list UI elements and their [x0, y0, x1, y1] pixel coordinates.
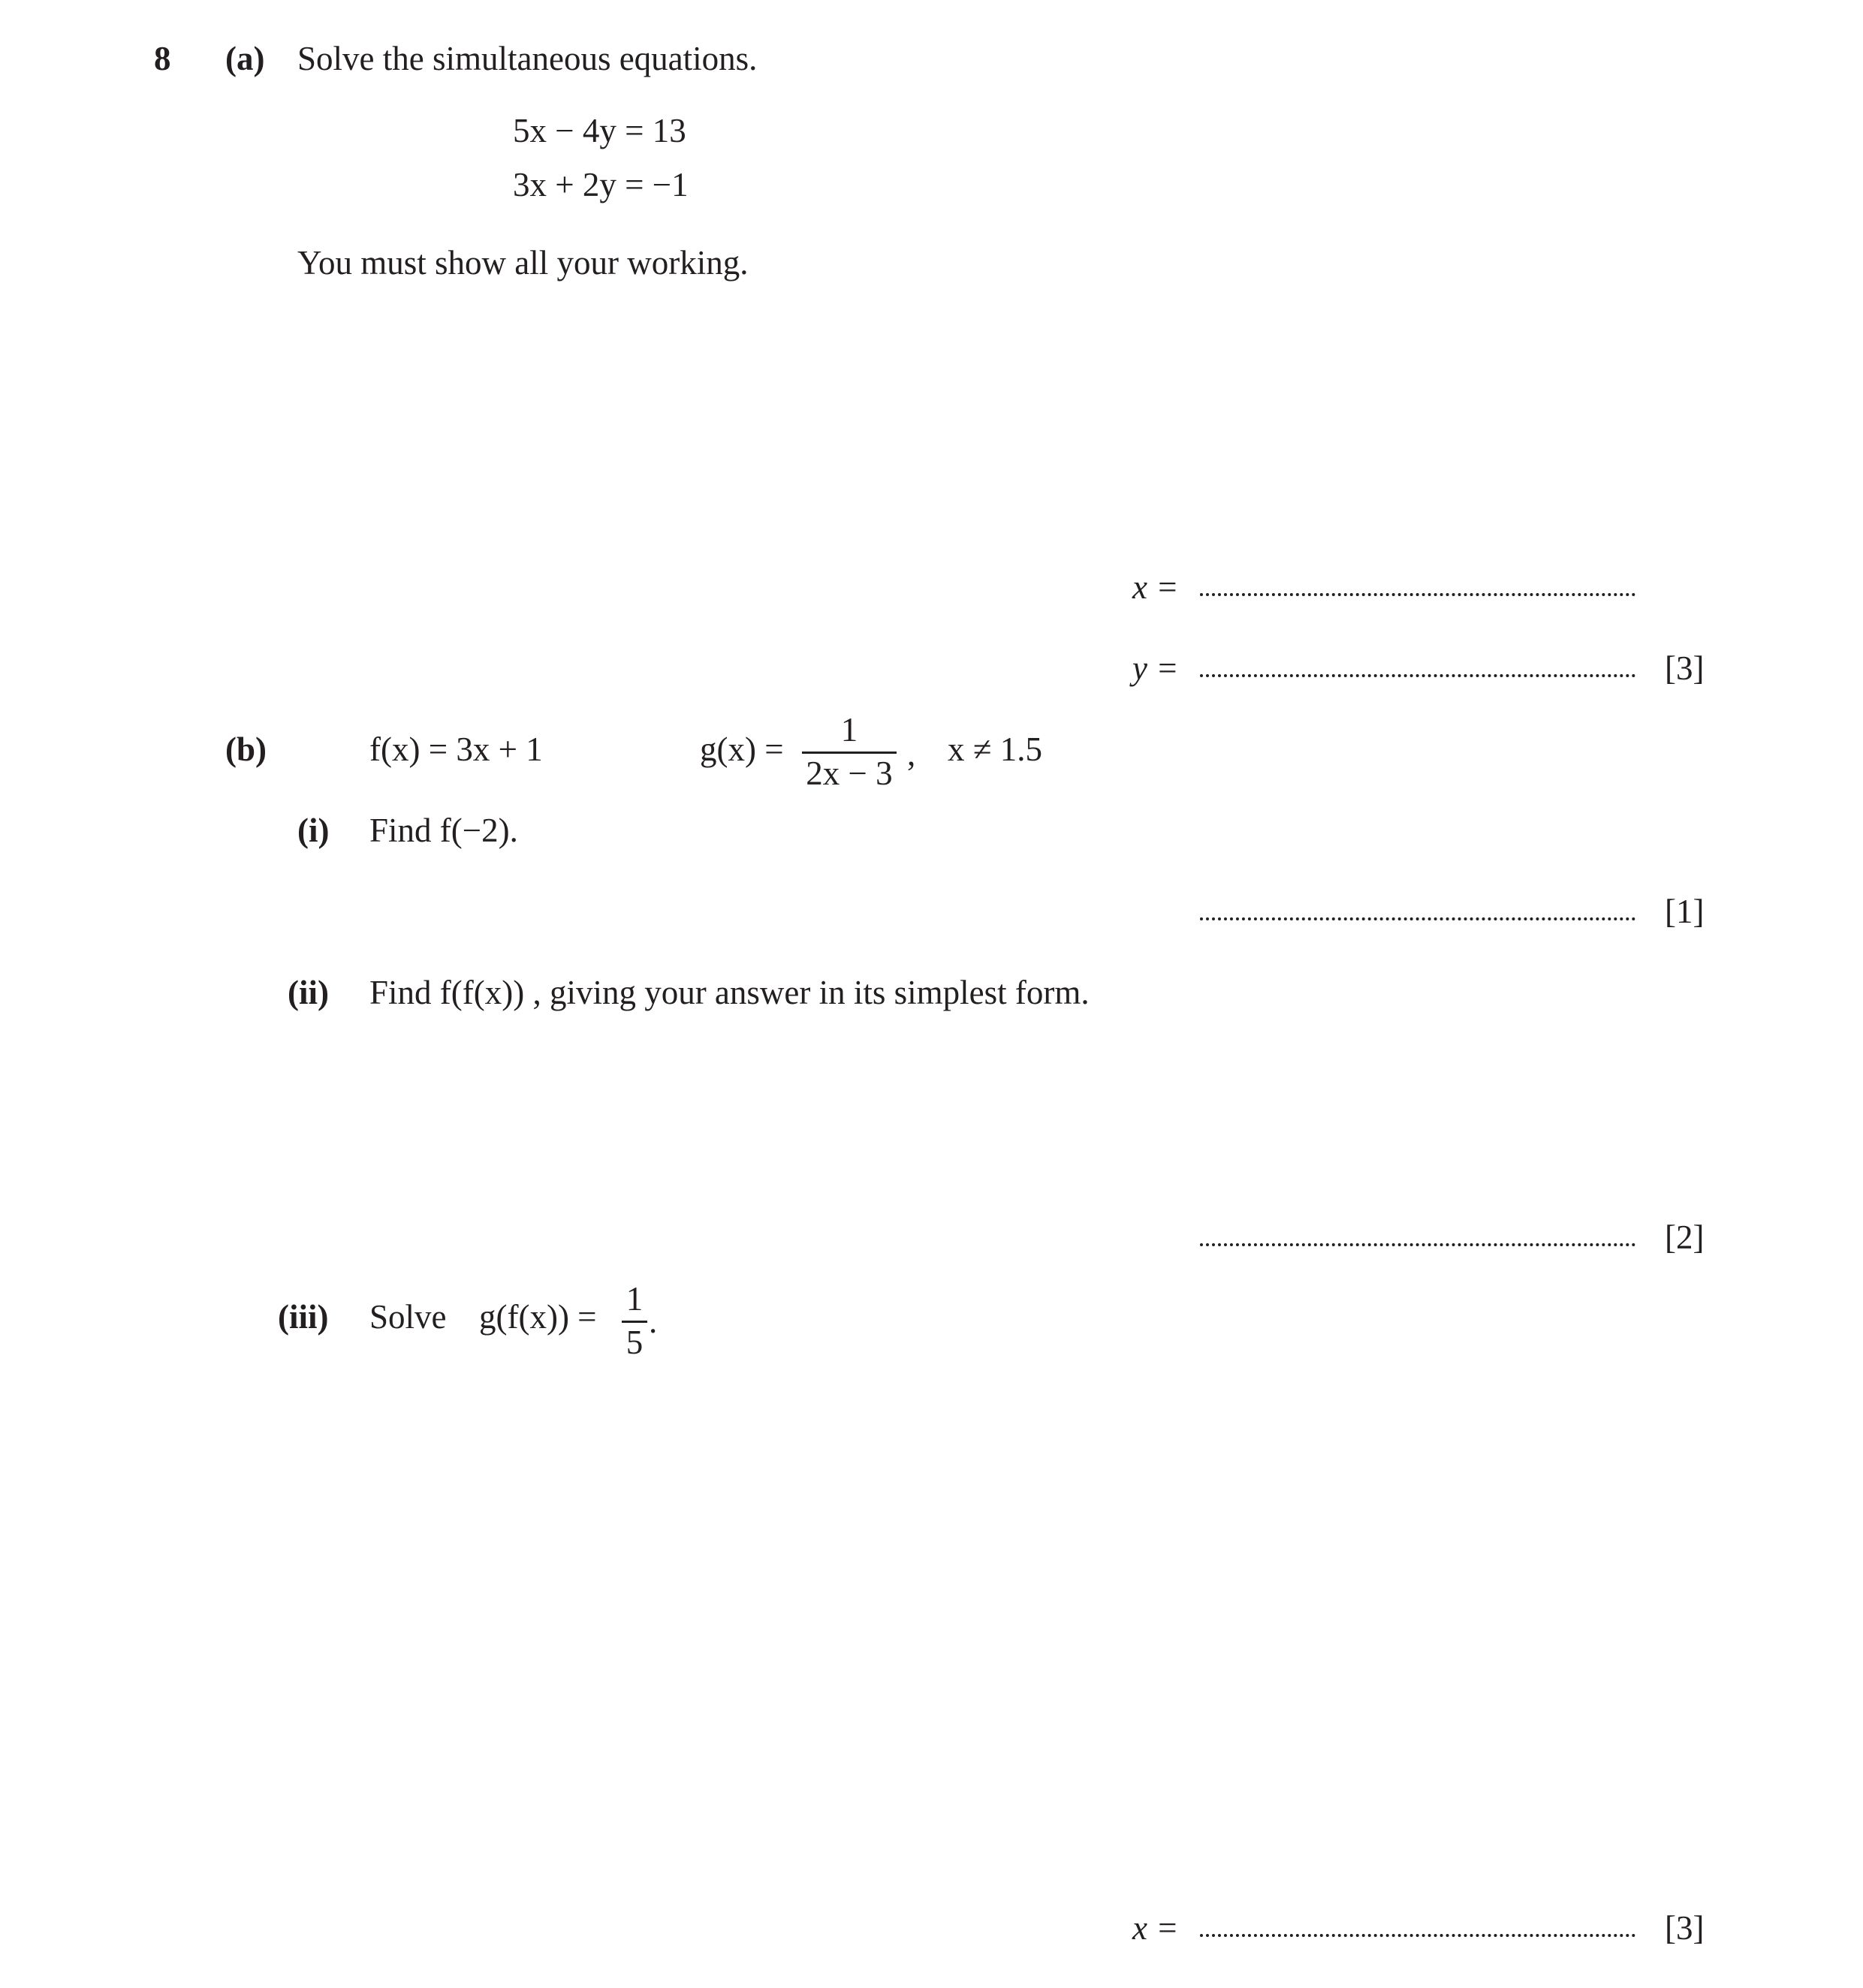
g-comma: , — [907, 735, 916, 773]
answer-x-line[interactable] — [1200, 593, 1635, 596]
question-number: 8 — [154, 40, 171, 77]
sub-iii-prompt: Solve — [369, 1298, 447, 1336]
equation-2-rhs: −1 — [652, 166, 689, 203]
sub-i-label: (i) — [297, 812, 330, 849]
sub-iii-label: (iii) — [278, 1298, 329, 1336]
answer-x-label: x = — [1132, 568, 1179, 606]
sub-iii-fraction-bar — [622, 1321, 647, 1323]
f-definition: f(x) = 3x + 1 — [369, 730, 543, 768]
part-a-prompt: Solve the simultaneous equations. — [297, 40, 758, 77]
sub-ii-marks: [2] — [1665, 1218, 1705, 1256]
sub-ii-label: (ii) — [288, 974, 329, 1011]
sub-iii-marks: [3] — [1665, 1909, 1705, 1947]
answer-y-line[interactable] — [1200, 674, 1635, 677]
sub-i-marks: [1] — [1665, 893, 1705, 930]
sub-i-answer-line[interactable] — [1200, 917, 1635, 920]
part-b-label: (b) — [225, 730, 267, 768]
equation-1-rhs: 13 — [652, 112, 686, 149]
sub-iii-fraction-numerator: 1 — [626, 1280, 644, 1318]
sub-iii-answer-line[interactable] — [1200, 1934, 1635, 1937]
g-fraction-numerator: 1 — [840, 711, 858, 749]
sub-iii-period: . — [649, 1303, 658, 1340]
equation-2 — [513, 168, 689, 202]
answer-y-label: y = — [1132, 649, 1179, 687]
sub-iii-expression: g(f(x)) = — [479, 1298, 597, 1336]
working-instruction: You must show all your working. — [297, 244, 749, 282]
g-fraction-bar — [802, 752, 897, 754]
equation-2-eq: = — [625, 166, 644, 203]
equation-1-lhs: 5x − 4y — [513, 112, 616, 149]
g-definition-lhs: g(x) = — [700, 730, 784, 768]
sub-iii-answer-x-label: x = — [1132, 1909, 1179, 1947]
part-a-label: (a) — [225, 40, 265, 77]
equation-1-eq: = — [625, 112, 644, 149]
g-condition: x ≠ 1.5 — [948, 730, 1042, 768]
sub-iii-fraction — [622, 1282, 647, 1360]
g-fraction-denominator: 2x − 3 — [806, 755, 893, 792]
equation-2-lhs: 3x + 2y — [513, 166, 616, 203]
sub-iii-fraction-denominator: 5 — [626, 1324, 644, 1361]
sub-ii-prompt: Find f(f(x)) , giving your answer in its simplest form. — [369, 974, 1090, 1011]
part-a-marks: [3] — [1665, 649, 1705, 687]
g-fraction — [802, 713, 897, 791]
sub-ii-answer-line[interactable] — [1200, 1243, 1635, 1246]
sub-i-prompt: Find f(−2). — [369, 812, 518, 849]
equation-1 — [513, 114, 686, 148]
